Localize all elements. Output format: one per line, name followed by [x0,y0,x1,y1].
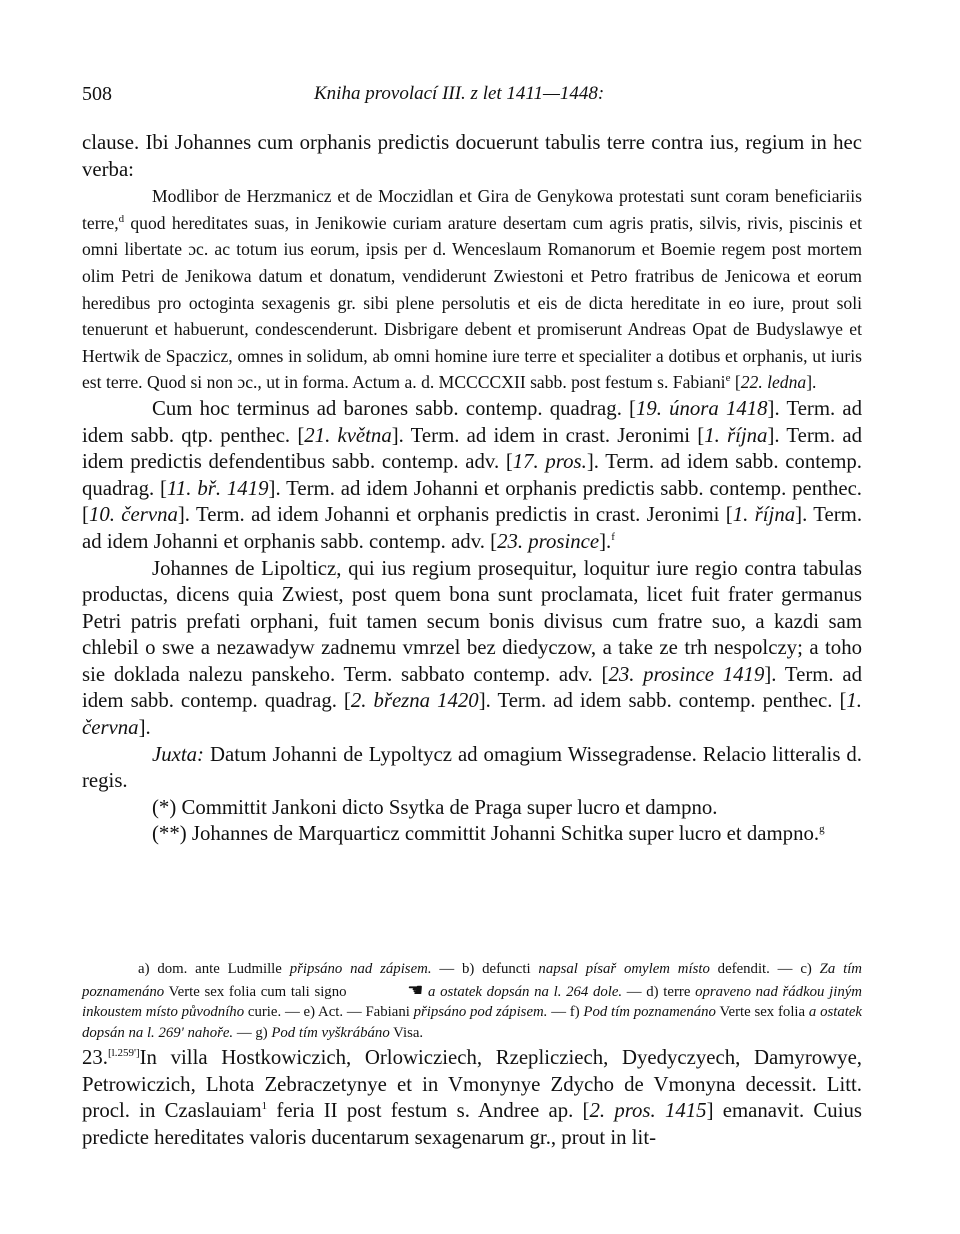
footnote-text: opraveno nad řádkou jiným inkoustem místo původního [82,983,862,1021]
date-run: 1. října [732,503,796,527]
text-run: ]. Term. ad idem Johanni et orphanis predictis sabb. contemp. penthec. [ [82,476,863,527]
paragraph-terms [82,396,862,556]
footnote-text: Pod tím poznamenáno [579,1004,716,1021]
date-run: 2. března 1420 [350,689,479,713]
text-run: ]. Term. ad idem in crast. Jeronimi [ [391,423,705,447]
main-text [82,130,862,848]
footnote-text: připsáno pod zápisem. [413,1004,548,1021]
footnote-text: defuncti [474,961,539,977]
juxta-label: Juxta: [152,742,204,766]
date-run: 10. června [88,503,178,527]
entry-23 [82,1045,862,1151]
footnote-ref-f: f [611,530,615,543]
date-run: 1. října [704,423,768,447]
footnote-mark: c) [800,961,812,977]
footnote-mark: — g) [233,1024,268,1041]
text-run: In villa Hostkowiczich, Orlowicziech, Rzeplicziech, Dyedyczyech, Damyrowye, Petrowiczich, Lhota Zebraczetynye et in Vmonynye Zdycho de Vmonyna decessit. Litt. procl. in Czaslauiam [82,1046,862,1123]
entry-number: 23. [82,1046,108,1069]
text-run: ]. Term. ad idem sabb. contemp. quadrag. [ [82,662,863,713]
text-run: ]. Term. ad idem Johanni et orphanis predictis in crast. Jeronimi [ [177,503,733,527]
text-run: feria II post festum s. Andree ap. [ [267,1099,590,1123]
quoted-record [82,183,862,396]
folio-ref: [l.259'] [108,1047,140,1060]
date-run: 17. pros. [512,450,587,474]
footnote-mark: — d) [622,983,659,1000]
date-run: 23. prosince [497,529,600,553]
quote-part-a: Modlibor de Herzmanicz et de Moczidlan et Gira de Genykowa protestati sunt coram beneficiariis terre, [82,186,862,233]
text-run: ]. Term. ad idem sabb. contemp. quadrag. [ [82,450,863,500]
date-run: 23. prosince 1419 [608,662,765,686]
footnotes [82,959,862,1043]
footnote-text: Visa. [389,1024,424,1041]
paragraph-1: clause. Ibi Johannes cum orphanis predictis docuerunt tabulis terre contra ius, regium in hec verba: [82,131,862,181]
running-title: Kniha provolací III. z let 1411—1448: [314,83,605,104]
footnote-text: Act. — Fabiani [315,1004,414,1021]
footnote-text: Verte sex folia cum tali signo [164,983,352,1000]
date-run: 21. května [304,423,392,447]
page-header [82,83,862,109]
entry-paragraph [82,1045,862,1151]
footnote-ref-d: d [118,212,125,225]
text-run: ]. Term. ad idem Johanni et orphanis sabb. contemp. adv. [ [82,503,863,553]
text-run: ]. [599,529,612,553]
date-run: 2. pros. 1415 [589,1099,707,1123]
text-run: ] emanavit. Cuius predicte hereditates valoris ducentarum sexagenarum gr., prout in lit- [82,1099,862,1149]
page-number: 508 [82,83,112,105]
footnote-ref-g: g [819,823,825,836]
footnote-text: a ostatek dopsán na l. 264 dole. [423,983,623,1000]
text-run: ]. Term. ad idem sabb. contemp. penthec. [ [478,689,847,713]
quote-part-c: [ [730,372,741,393]
quote-part-d: ]. [806,372,817,393]
text-run: Cum hoc terminus ad barones sabb. contemp. quadrag. [ [152,396,636,420]
footnote-mark: — b) [431,961,475,977]
text-run: ]. Term. ad idem sabb. qtp. penthec. [ [82,396,862,447]
footnote-ref-1: 1 [261,1100,268,1113]
date-run: 1. června [82,689,863,740]
footnote-text: curie. — [244,1004,304,1021]
paragraph-lipolticz [82,556,862,742]
footnote-mark: — f) [547,1004,580,1021]
footnote-text: napsal písař omylem místo [538,961,710,977]
footnote-text: Verte sex folia [715,1004,809,1021]
paragraph-juxta [82,742,862,795]
footnote-text: Pod tím vyškrábáno [267,1024,390,1041]
footnote-text: defendit. — [709,961,801,977]
footnote-text: Za tím poznamenáno [82,961,862,1000]
quote-date: 22. ledna [740,372,807,393]
footnote-text: dom. ante Ludmille [149,961,290,977]
pointing-hand-icon: ☚ [407,979,424,1000]
paragraph-committit-2 [82,821,862,848]
footnote-mark: e) [303,1004,316,1021]
footnote-text: a ostatek dopsán na l. 269' nahoře. [82,1004,863,1041]
text-run: Johannes de Lipolticz, qui ius regium prosequitur, loquitur iure regio contra tabulas productas, dicens quia Zwiest, post quem bona sunt proclamata, licet fuit frater germanus Petri patris prefati orphani, fuit tamen secum bonis divisus cum fratre suo, a kazdi sam chlebil o swe a nezawadyw zadnemu vmrzel bez diedyczow, a take ze trh nespolczy; a toho sie doklada nalezu panskeho. Term. sabbato contemp. adv. [ [82,556,862,686]
footnote-block [82,959,862,1043]
footnote-mark: a) [138,961,150,977]
footnote-ref-e: e [725,372,731,385]
date-run: 19. února 1418 [635,396,768,420]
quote-part-b: quod hereditates suas, in Jenikowie curiam arature desertam cum agris pratis, silvis, rivis, piscinis et omni libertate ɔc. ac totum ius eorum, ipsis per d. Wenceslaum Romanorum et Boemie regem post mortem olim Petri de Jenikowa datum et donatum, vendiderunt Zwiestoni et Petro fratribus de Jenicowa et eorum heredibus pro octoginta sexagenis gr. sibi plene persolutis et eis de dicta hereditate in eo iure, prout soli tenuerunt et habuerunt, condescenderunt. Disbrigare debent et promiserunt Andreas Opat de Budyslawye et Hertwik de Spaczicz, omnes in solidum, ab omni homine iure terre et specialiter a dotibus et orphanis, ut iuris est terre. Quod si non ɔc., ut in forma. Actum a. d. MCCCCXII sabb. post festum s. Fabiani [82,212,862,393]
footnote-text: připsáno nad zápisem. [289,961,432,977]
footnote-text: terre [658,983,696,1000]
text-run: ]. [138,716,151,740]
date-run: 11. bř. 1419 [167,476,269,500]
juxta-text: Datum Johanni de Lypoltycz ad omagium Wissegradense. Relacio litteralis d. regis. [82,742,862,793]
text-run: ]. Term. ad idem predictis defendentibus sabb. contemp. adv. [ [82,423,863,474]
text-run: (**) Johannes de Marquarticz committit Johanni Schitka super lucro et dampno. [152,822,820,846]
paragraph-committit-1: (*) Committit Jankoni dicto Ssytka de Praga super lucro et dampno. [152,795,718,819]
